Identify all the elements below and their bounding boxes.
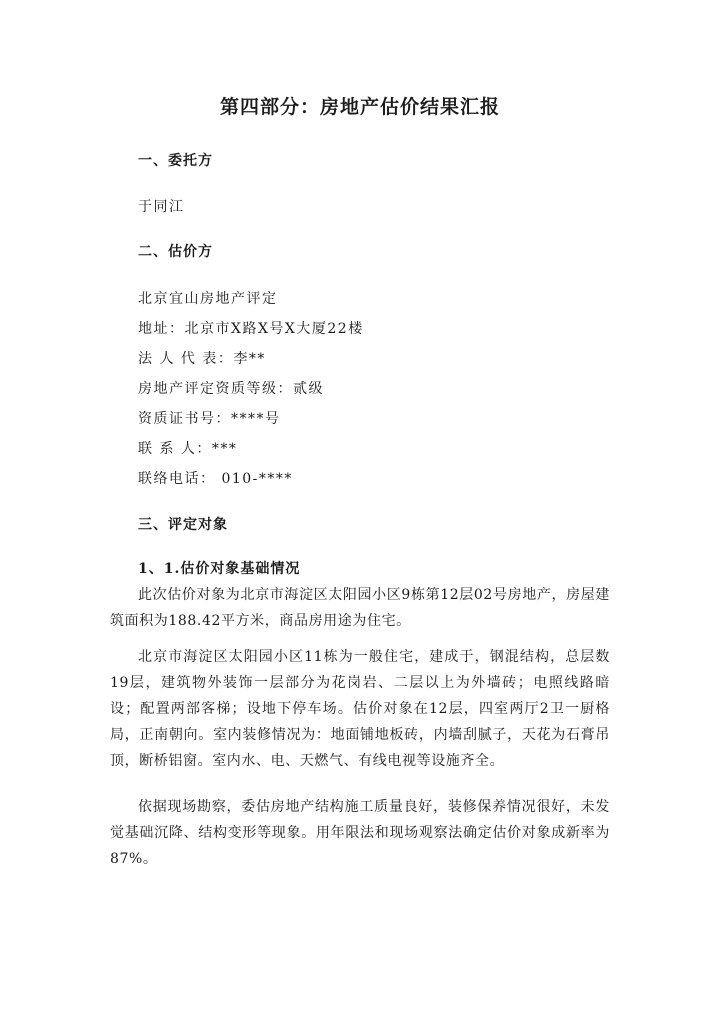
appraiser-address: 地址：北京市X路X号X大厦22楼: [138, 321, 364, 337]
page-title: 第四部分：房地产估价结果汇报: [219, 96, 500, 118]
paragraph-inspection-result: 依据现场勘察，委估房地产结构施工质量良好，装修保养情况很好，未发觉基础沉降、结构变形等现象。用年限法和现场观察法确定估价对象成新率为87%。: [110, 799, 610, 867]
client-name: 于同江: [138, 199, 185, 215]
subsection-heading-object-basics: 1、1.估价对象基础情况: [138, 561, 301, 577]
appraiser-phone: 联络电话： 010-****: [138, 471, 293, 487]
appraiser-qualification-level: 房地产评定资质等级：贰级: [138, 381, 324, 397]
appraiser-legal-rep: 法 人 代 表：李**: [138, 351, 266, 367]
paragraph-object-summary: 此次估价对象为北京市海淀区太阳园小区9栋第12层02号房地产，房屋建筑面积为188.42平方米，商品房用途为住宅。: [110, 587, 610, 629]
appraiser-contact-person: 联 系 人：***: [138, 441, 238, 457]
section-heading-client: 一、委托方: [138, 153, 213, 169]
section-heading-object: 三、评定对象: [138, 517, 228, 533]
paragraph-building-description: 北京市海淀区太阳园小区11栋为一般住宅，建成于，钢混结构，总层数19层，建筑物外装饰一层部分为花岗岩、二层以上为外墙砖；电照线路暗设；配置两部客梯；设地下停车场。估价对象在12层，四室两厅2卫一厨格局，正南朝向。室内装修情况为：地面铺地板砖，内墙刮腻子，天花为石膏吊顶，断桥铝窗。室内水、电、天燃气、有线电视等设施齐全。: [110, 649, 610, 769]
section-heading-appraiser: 二、估价方: [138, 244, 213, 260]
appraiser-company: 北京宜山房地产评定: [138, 291, 278, 307]
appraiser-certificate-number: 资质证书号：****号: [138, 411, 281, 427]
